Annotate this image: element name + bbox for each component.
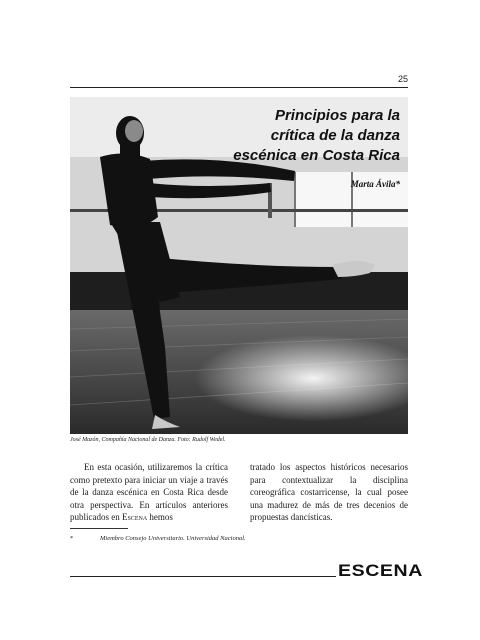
body-text: hemos — [147, 512, 173, 523]
article-photo — [70, 97, 408, 434]
footnote-mark: * — [70, 535, 74, 542]
photo-caption: José Mazón, Compañía Nacional de Danza. Foto: Rudolf Wedel. — [70, 437, 226, 443]
body-text: En esta ocasión, utilizaremos la crítica como pretexto para iniciar un viaje a través de la danza escénica en Costa Rica desde otra perspectiva. En artículos anteriores publicados en — [70, 462, 228, 523]
title-line: Principios para la — [274, 107, 400, 124]
author-byline: Marta Ávila* — [350, 179, 400, 189]
page-number: 25 — [397, 74, 408, 84]
title-line: escénica en Costa Rica — [233, 147, 400, 164]
footnote-text: Miembro Consejo Universitario. Universidad Nacional. — [100, 535, 246, 542]
magazine-name-smallcaps: Escena — [122, 512, 148, 523]
header-rule — [70, 87, 408, 88]
body-column-right: tratado los aspectos históricos necesarios para contextualizar la disciplina coreográfica costarricense, la cual posee una madurez de más de tres decenios de propuestas dancísticas. — [250, 462, 408, 523]
escena-logo: ESCENA — [338, 561, 423, 580]
footnote — [70, 535, 246, 542]
title-line: crítica de la danza — [270, 127, 400, 144]
body-column-left — [70, 461, 228, 524]
footnote-rule — [70, 528, 128, 529]
footer-rule — [70, 576, 336, 577]
article-title — [233, 106, 400, 166]
